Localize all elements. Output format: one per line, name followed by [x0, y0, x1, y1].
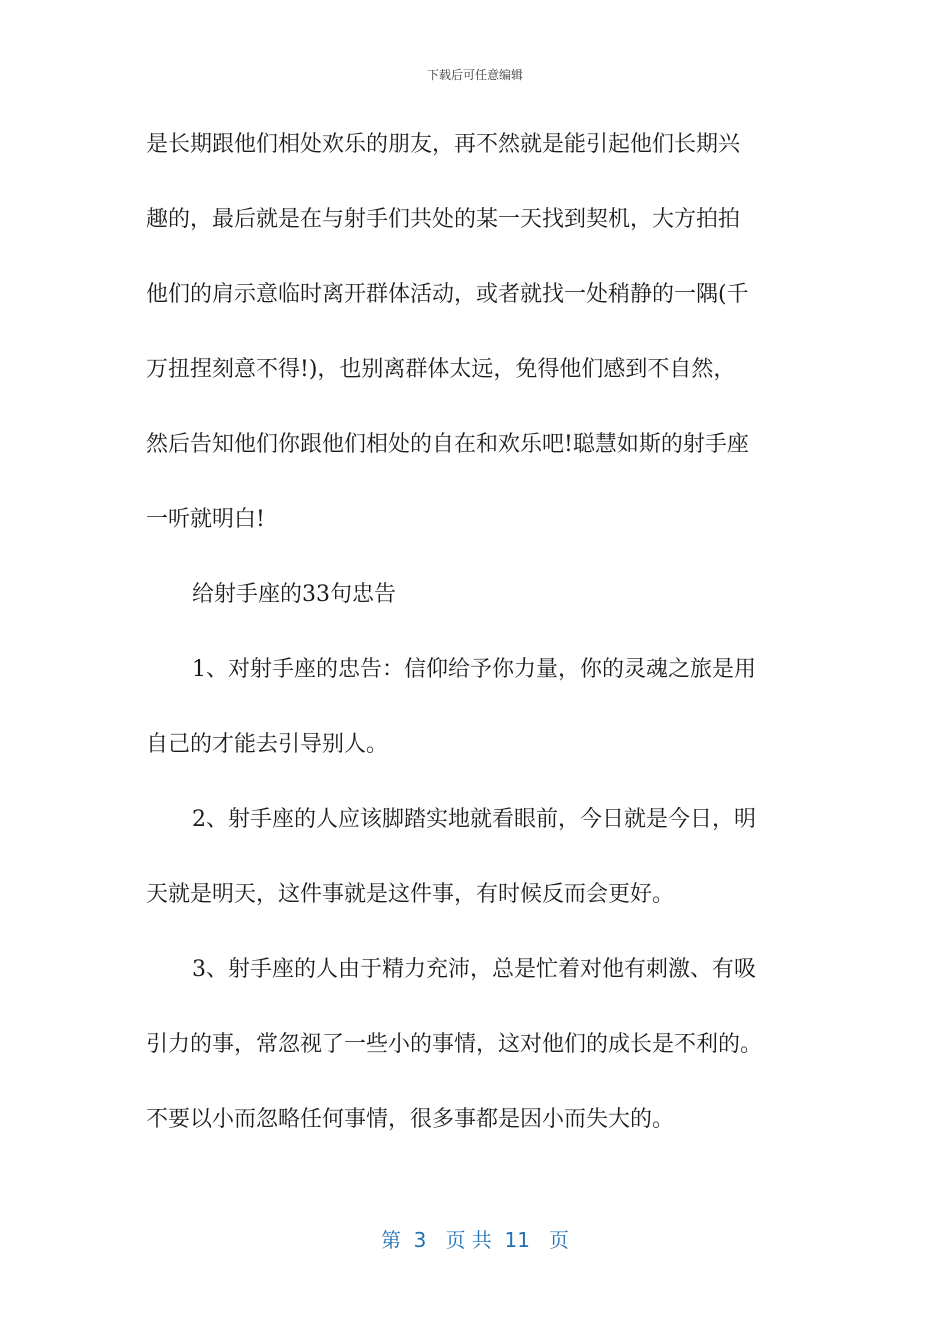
page-footer-number: 第 3 页 共 11 页 [380, 1228, 570, 1252]
advice-item-2: 2、射手座的人应该脚踏实地就看眼前，今日就是今日，明 [192, 807, 756, 832]
body-line: 天就是明天，这件事就是这件事，有时候反而会更好。 [146, 882, 675, 907]
body-line: 他们的肩示意临时离开群体活动，或者就找一处稍静的一隅(千 [146, 282, 749, 307]
body-line: 然后告知他们你跟他们相处的自在和欢乐吧!聪慧如斯的射手座 [146, 432, 749, 457]
page-header-note: 下载后可任意编辑 [426, 68, 523, 82]
body-line: 一听就明白! [146, 507, 265, 532]
body-line: 引力的事，常忽视了一些小的事情，这对他们的成长是不利的。 [146, 1032, 763, 1057]
body-line: 自己的才能去引导别人。 [146, 732, 389, 757]
body-line: 不要以小而忽略任何事情，很多事都是因小而失大的。 [146, 1107, 675, 1132]
body-line: 万扭捏刻意不得!)，也别离群体太远，免得他们感到不自然， [146, 357, 736, 382]
section-heading: 给射手座的33句忠告 [192, 582, 396, 607]
document-body [146, 120, 806, 1170]
body-line: 是长期跟他们相处欢乐的朋友，再不然就是能引起他们长期兴 [146, 132, 741, 157]
body-line: 趣的，最后就是在与射手们共处的某一天找到契机，大方拍拍 [146, 207, 741, 232]
advice-item-1: 1、对射手座的忠告：信仰给予你力量，你的灵魂之旅是用 [192, 657, 756, 682]
advice-item-3: 3、射手座的人由于精力充沛，总是忙着对他有刺激、有吸 [192, 957, 756, 982]
